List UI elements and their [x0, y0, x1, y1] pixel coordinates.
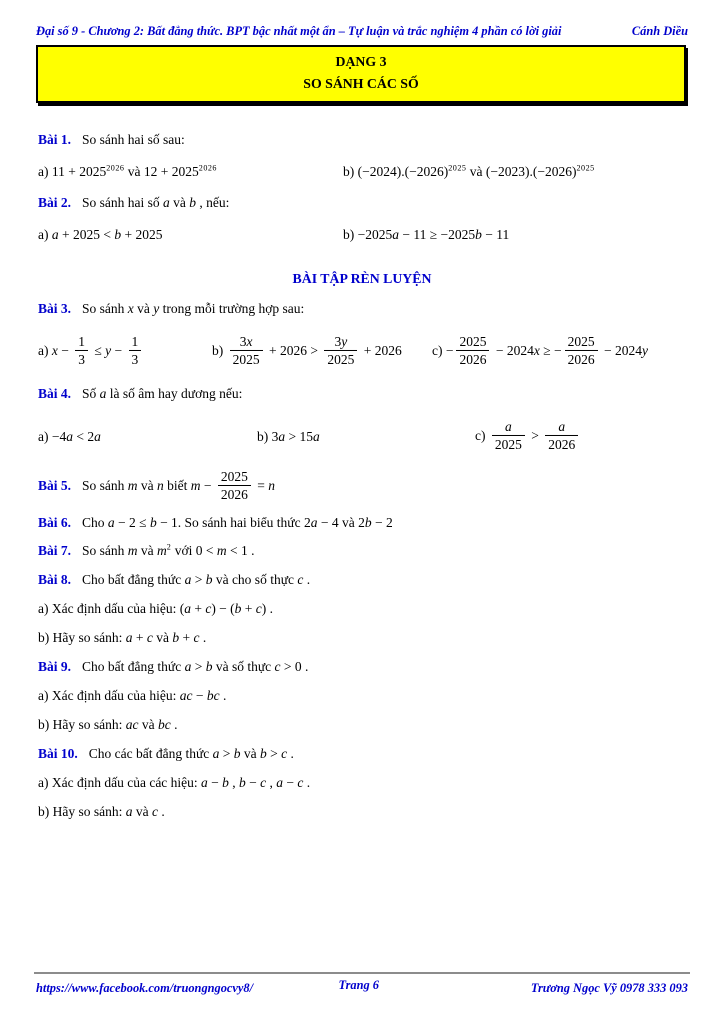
section-heading: BÀI TẬP RÈN LUYỆN	[292, 270, 432, 286]
problem-text: So sánh m và n biết m − $\frac{2025}{2026}$ = n	[82, 468, 276, 503]
problem-bai-3	[38, 300, 686, 319]
problem-text: So sánh x và y trong mỗi trường hợp sau:	[82, 300, 305, 316]
option-a: a) a + 2025 < b + 2025	[38, 226, 163, 242]
problem-subline	[38, 774, 686, 793]
fraction: $\frac{3y}{2025}$	[324, 334, 357, 368]
problem-text: a) Xác định dấu của hiệu: ac − bc .	[38, 687, 227, 703]
options-row	[38, 223, 686, 247]
option-a: a) x − $\frac{1}{3}$ ≤ y − $\frac{1}{3}$	[38, 335, 144, 369]
problem-text: a) Xác định dấu của các hiệu: a − b , b − c , a − c .	[38, 774, 311, 790]
problem-bai-2	[38, 194, 686, 213]
problem-label: Bài 3.	[38, 300, 72, 316]
problem-text: Cho bất đẳng thức a > b và số thực c > 0 .	[82, 659, 309, 675]
options-row	[38, 160, 686, 184]
problem-subline	[38, 687, 686, 706]
problem-text: So sánh hai số sau:	[82, 132, 185, 147]
option-b: b) $(-2024).(-2026)^{2025}$ và $(-2023).(-2026)^{2025}$	[343, 163, 595, 179]
section-banner	[36, 45, 686, 103]
header-title: Đại số 9 - Chương 2: Bất đẳng thức. BPT bậc nhất một ẩn – Tự luận và trắc nghiệm 4 phần có lời giải	[36, 24, 562, 38]
options-row	[38, 329, 686, 375]
footer-author: Trương Ngọc Vỹ 0978 333 093	[530, 981, 688, 995]
problem-bai-9	[38, 658, 686, 677]
footer-facebook-link[interactable]: https://www.facebook.com/truongngocvy8/	[36, 981, 254, 995]
footer-page-number: Trang 6	[338, 978, 380, 992]
problem-text: b) Hãy so sánh: ac và bc .	[38, 716, 178, 732]
problem-label: Bài 6.	[38, 514, 72, 530]
problem-label: Bài 9.	[38, 659, 72, 675]
page-footer	[34, 972, 690, 1012]
problem-text: Cho các bất đẳng thức a > b và b > c .	[88, 745, 294, 761]
problem-subline	[38, 716, 686, 735]
problem-bai-7	[38, 542, 686, 561]
problem-label: Bài 2.	[38, 194, 72, 210]
page-header	[0, 0, 724, 45]
problem-label: Bài 1.	[38, 132, 72, 147]
problem-text: a) Xác định dấu của hiệu: (a + c) − (b + c) .	[38, 601, 274, 617]
problem-subline	[38, 803, 686, 822]
problem-text: So sánh m và $m^2$ với 0 < m < 1 .	[82, 542, 255, 559]
problem-bai-8	[38, 571, 686, 590]
problem-text: b) Hãy so sánh: a và c .	[38, 803, 165, 819]
banner-dang-label: DẠNG 3	[335, 54, 387, 69]
option-b: b) −2025a − 11 ≥ −2025b − 11	[343, 226, 510, 242]
option-a: a) $11 + 2025^{2026}$ và $12 + 2025^{2026}$	[38, 163, 217, 179]
problem-bai-5	[38, 470, 686, 504]
problem-bai-6	[38, 514, 686, 533]
problem-text: b) Hãy so sánh: a + c và b + c .	[38, 630, 207, 646]
fraction: $\frac{1}{3}$	[129, 334, 142, 368]
option-a: a) −4a < 2a	[38, 428, 101, 444]
problem-subline	[38, 600, 686, 619]
document-body	[0, 103, 724, 821]
problem-subline	[38, 629, 686, 648]
fraction: $\frac{a}{2026}$	[545, 419, 578, 453]
problem-text: Cho bất đẳng thức a > b và cho số thực c .	[82, 572, 311, 588]
option-b: b) $\frac{3x}{2025}$ + 2026 > $\frac{3y}{2025}$ + 2026	[212, 333, 402, 368]
problem-label: Bài 8.	[38, 572, 72, 588]
problem-label: Bài 4.	[38, 385, 72, 401]
problem-bai-1	[38, 131, 686, 150]
fraction: $\frac{a}{2025}$	[492, 419, 525, 453]
fraction: $\frac{2025}{2026}$	[565, 334, 598, 368]
fraction: $\frac{3x}{2025}$	[230, 334, 263, 368]
fraction: $\frac{2025}{2026}$	[456, 334, 489, 368]
fraction: $\frac{2025}{2026}$	[218, 469, 251, 503]
fraction: $\frac{1}{3}$	[75, 334, 88, 368]
problem-label: Bài 5.	[38, 477, 72, 493]
banner-section-title: SO SÁNH CÁC SỐ	[303, 76, 419, 91]
problem-bai-4	[38, 385, 686, 404]
problem-text: Cho a − 2 ≤ b − 1. So sánh hai biểu thức 2a − 4 và 2b − 2	[82, 514, 393, 530]
problem-label: Bài 7.	[38, 543, 72, 559]
option-c: c) $\frac{a}{2025}$ > $\frac{a}{2026}$	[475, 420, 581, 454]
option-c: c) − $\frac{2025}{2026}$ − 2024x ≥ − $\frac{2025}{2026}$ − 2024y	[432, 333, 649, 368]
problem-label: Bài 10.	[38, 745, 78, 761]
problem-text: Số a là số âm hay dương nếu:	[82, 385, 243, 401]
options-row	[38, 414, 686, 460]
header-brand: Cánh Diều	[631, 24, 688, 38]
option-b: b) 3a > 15a	[257, 428, 320, 444]
problem-text: So sánh hai số a và b , nếu:	[82, 194, 230, 210]
problem-bai-10	[38, 745, 686, 764]
